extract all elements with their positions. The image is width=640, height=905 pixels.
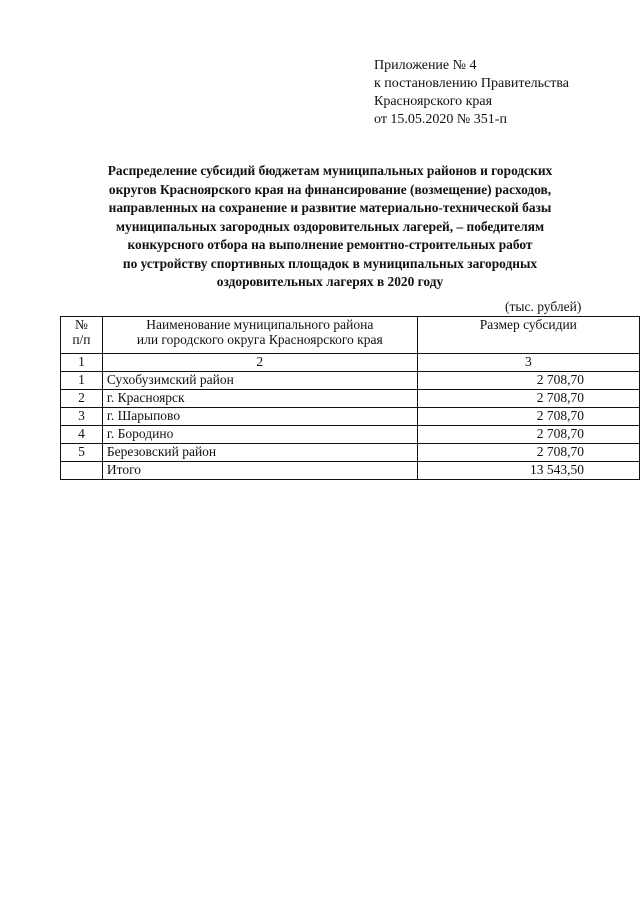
annex-note: [374, 57, 569, 129]
table-row: [61, 408, 640, 426]
row-number: 2: [61, 390, 103, 408]
annex-region: Красноярского края: [374, 94, 493, 109]
title-line: округов Красноярского края на финансирование (возмещение) расходов,: [108, 181, 552, 197]
header-name: [102, 317, 417, 354]
total-amount: 13 543,50: [417, 462, 639, 480]
row-number: 5: [61, 444, 103, 462]
header-num-abbr: п/п: [72, 332, 91, 347]
title-line: Распределение субсидий бюджетам муниципальных районов и городских: [107, 163, 553, 178]
column-number: 1: [61, 354, 103, 372]
unit-label: (тыс. рублей): [505, 299, 582, 314]
municipality-name: Березовский район: [102, 444, 417, 462]
table-row: [61, 390, 640, 408]
row-number: 4: [61, 426, 103, 444]
table-header-row: [61, 317, 640, 354]
table-row: [61, 444, 640, 462]
table-row: [61, 372, 640, 390]
column-number: 2: [102, 354, 417, 372]
title-line: направленных на сохранение и развитие материально-технической базы: [108, 200, 552, 215]
municipality-name: Сухобузимский район: [102, 372, 417, 390]
column-number: 3: [417, 354, 639, 372]
table-row: [61, 426, 640, 444]
header-amount: Размер субсидии: [417, 317, 639, 354]
total-label: Итого: [102, 462, 417, 480]
municipality-name: г. Шарыпово: [102, 408, 417, 426]
header-num: [61, 317, 103, 354]
document-title: [40, 162, 620, 292]
title-line: муниципальных загородных оздоровительных лагерей, – победителям: [115, 218, 545, 234]
title-line: конкурсного отбора на выполнение ремонтно-строительных работ: [127, 237, 533, 252]
municipality-name: г. Красноярск: [102, 390, 417, 408]
subsidy-amount: 2 708,70: [417, 426, 639, 444]
header-num-symbol: №: [74, 317, 88, 332]
annex-number: Приложение № 4: [374, 58, 477, 73]
title-line: оздоровительных лагерях в 2020 году: [216, 274, 444, 289]
header-name-line1: Наименование муниципального района: [146, 317, 374, 332]
subsidy-table: [60, 316, 640, 480]
annex-reference: к постановлению Правительства: [374, 76, 570, 91]
title-line: по устройству спортивных площадок в муниципальных загородных: [122, 255, 538, 271]
row-number: 1: [61, 372, 103, 390]
row-number: 3: [61, 408, 103, 426]
annex-date: от 15.05.2020 № 351-п: [374, 112, 507, 127]
total-row: [61, 462, 640, 480]
subsidy-amount: 2 708,70: [417, 372, 639, 390]
total-num-cell: [61, 462, 103, 480]
header-name-line2: или городского округа Красноярского края: [136, 332, 383, 347]
column-number-row: [61, 354, 640, 372]
subsidy-amount: 2 708,70: [417, 444, 639, 462]
subsidy-amount: 2 708,70: [417, 408, 639, 426]
municipality-name: г. Бородино: [102, 426, 417, 444]
subsidy-amount: 2 708,70: [417, 390, 639, 408]
